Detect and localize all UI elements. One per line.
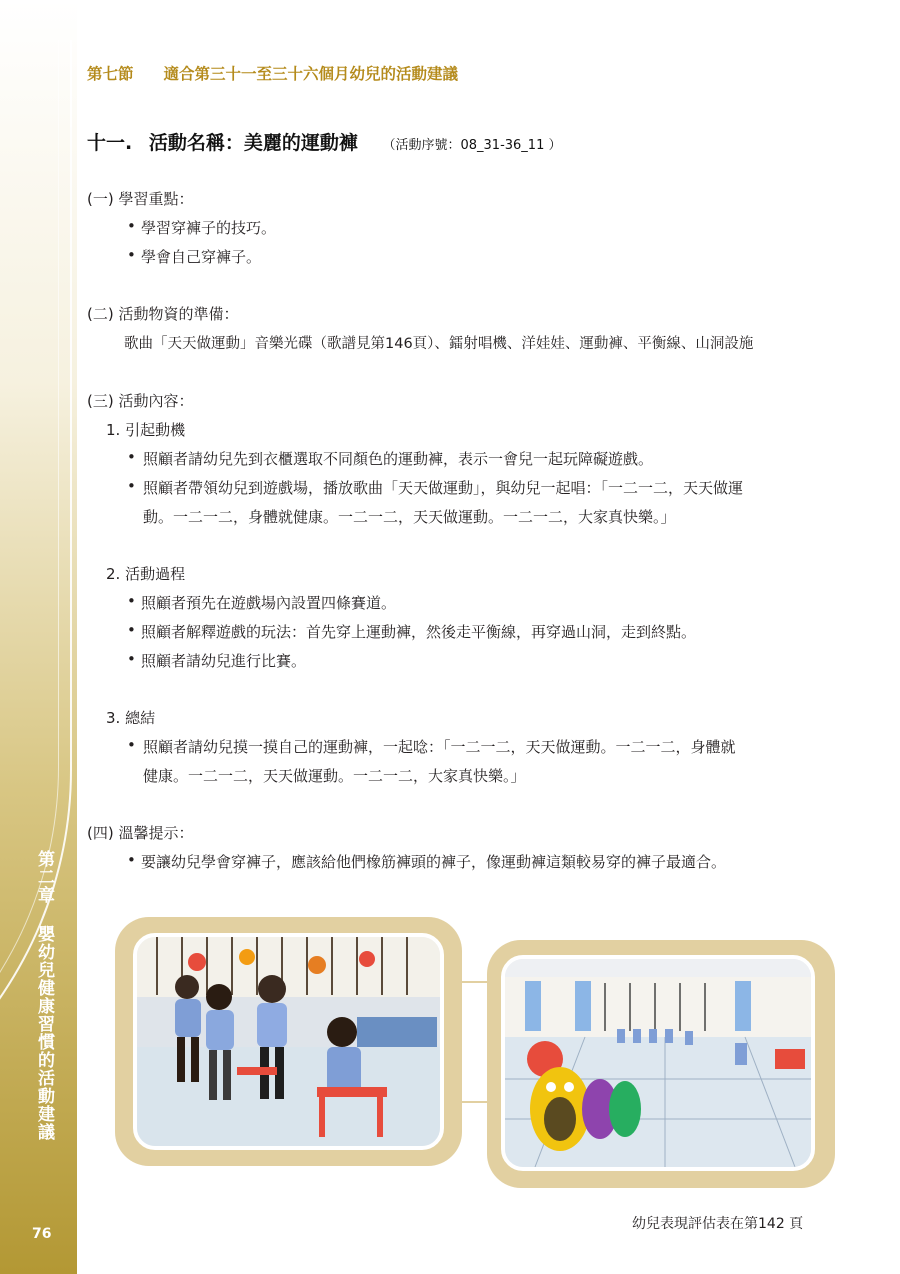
materials-heading: (二) 活動物資的準備： [87,305,239,323]
motivation-item: 照顧者請幼兒先到衣櫃選取不同顏色的運動褲，表示一會兒一起玩障礙遊戲。 [143,450,654,468]
tips-heading: (四) 溫馨提示： [87,824,194,842]
activity-title [87,128,561,155]
chapter-label: 第二章 嬰幼兒健康習慣的活動建議 [34,850,54,1141]
section-number: 第七節 [87,65,134,83]
learning-item: 學會自己穿褲子。 [141,248,262,266]
photo-connector-line [460,981,490,983]
bullet-icon: • [127,650,136,668]
assessment-reference-note: 幼兒表現評估表在第142 頁 [632,1216,804,1232]
bullet-icon: • [127,592,136,610]
summary-title: 3. 總結 [106,709,156,727]
bullet-icon: • [127,477,136,495]
materials-text: 歌曲「天天做運動」音樂光碟（歌譜見第146頁）、鐳射唱機、洋娃娃、運動褲、平衡線、山洞設施 [124,336,754,352]
content-heading: (三) 活動內容： [87,392,194,410]
section-title: 適合第三十一至三十六個月幼兒的活動建議 [163,65,459,83]
photo-obstacle-illustration [505,959,811,1167]
activity-serial: （活動序號：08_31-36_11 ） [382,138,562,153]
motivation-title: 1. 引起動機 [106,421,186,439]
bullet-icon: • [127,736,136,754]
bullet-icon: • [127,217,136,235]
motivation-item: 照顧者帶領幼兒到遊戲場，播放歌曲「天天做運動」，與幼兒一起唱：「一二一二，天天做運 [143,479,744,497]
page-number: 76 [32,1226,52,1242]
learning-item: 學習穿褲子的技巧。 [141,219,277,237]
photo-obstacle-course [501,955,815,1171]
motivation-item-continued: 動。一二一二，身體就健康。一二一二，天天做運動。一二一二，大家真快樂。」 [143,508,676,526]
process-title: 2. 活動過程 [106,565,186,583]
summary-item: 照顧者請幼兒摸一摸自己的運動褲，一起唸：「一二一二，天天做運動。一二一二，身體就 [143,738,736,756]
tips-item: 要讓幼兒學會穿褲子，應該給他們橡筋褲頭的褲子，像運動褲這類較易穿的褲子最適合。 [141,853,727,871]
section-header [87,62,458,84]
bullet-icon: • [127,621,136,639]
bullet-icon: • [127,246,136,264]
process-item: 照顧者請幼兒進行比賽。 [141,652,307,670]
bullet-icon: • [127,851,136,869]
activity-number: 十一. [87,132,133,154]
photo-children-illustration [137,937,440,1146]
chapter-sidebar [0,0,77,1274]
photo-connector-line [460,1101,490,1103]
process-item: 照顧者預先在遊戲場內設置四條賽道。 [141,594,397,612]
photo-frame-right [487,940,835,1188]
photo-frame-left [115,917,462,1166]
bullet-icon: • [127,448,136,466]
summary-item-continued: 健康。一二一二，天天做運動。一二一二，大家真快樂。」 [143,767,526,785]
photo-children-lineup [133,933,444,1150]
learning-heading: (一) 學習重點： [87,190,194,208]
process-item: 照顧者解釋遊戲的玩法：首先穿上運動褲，然後走平衡線，再穿過山洞，走到終點。 [141,623,697,641]
activity-name: 活動名稱：美麗的運動褲 [148,132,358,154]
